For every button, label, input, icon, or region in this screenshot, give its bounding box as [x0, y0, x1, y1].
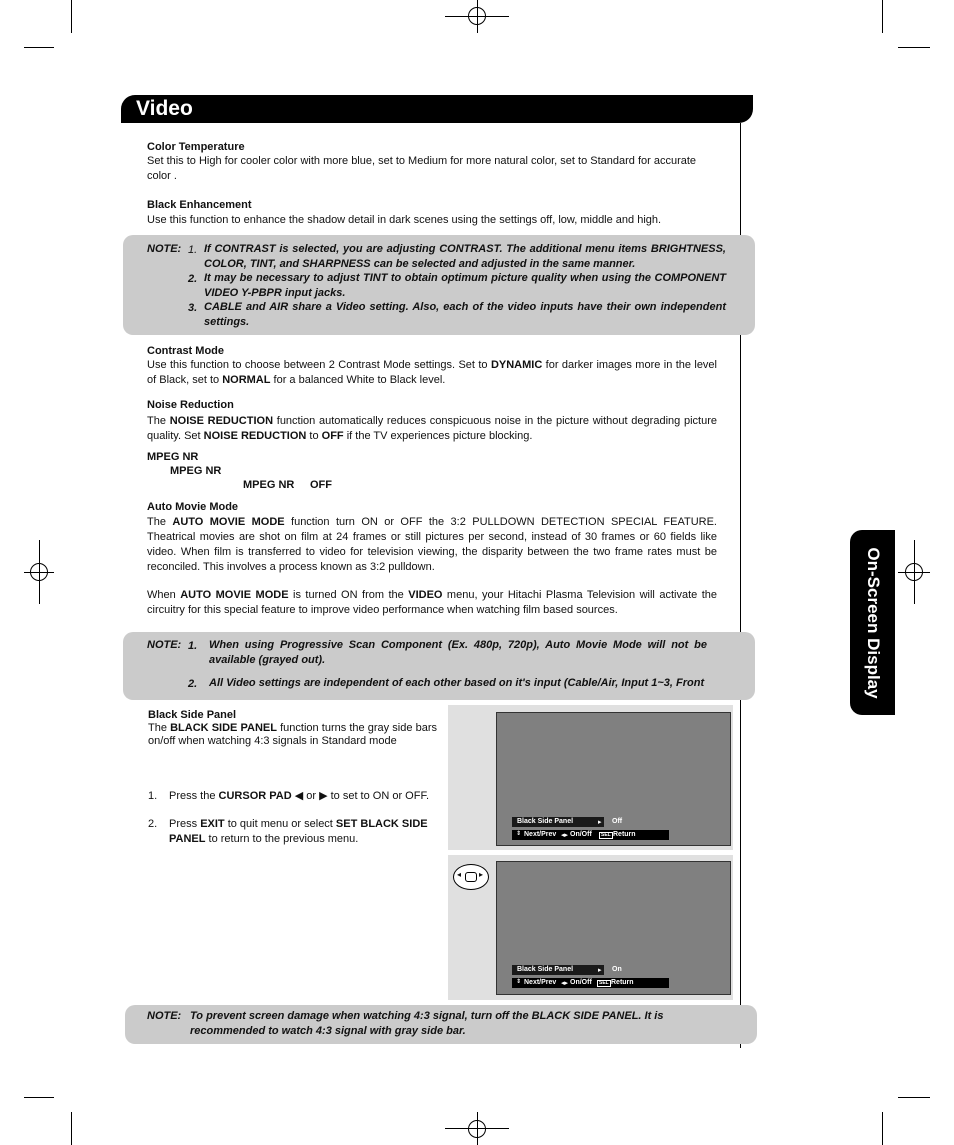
color-temperature-text: Set this to High for cooler color with more blue, set to Medium for more natural color, set to Standard for accurate color . — [147, 155, 697, 182]
sel-button-icon: SEL — [601, 832, 611, 838]
mpeg-nr-label: MPEG NR — [170, 465, 222, 477]
nav-hint-label: On/Off — [570, 831, 592, 838]
up-down-arrows-icon: ⇕ — [516, 831, 522, 837]
contrast-mode-heading: Contrast Mode — [147, 345, 224, 357]
step-text: Press the CURSOR PAD ◀ or ▶ to set to ON or OFF. — [169, 790, 430, 802]
noise-reduction-heading: Noise Reduction — [147, 399, 234, 411]
note-box — [123, 235, 755, 335]
menu-item — [512, 965, 604, 975]
note-box — [125, 1005, 757, 1044]
step-text: Press EXIT to quit menu or select SET BLACK SIDE PANEL to return to the previous menu. — [169, 818, 428, 845]
note-item-number: 2. — [188, 273, 198, 285]
black-enhancement-heading: Black Enhancement — [147, 199, 252, 211]
note-label: NOTE: — [147, 243, 182, 255]
crop-mark — [898, 47, 930, 48]
crop-mark — [24, 47, 54, 48]
note-item-number: 1. — [188, 640, 198, 652]
cursor-pad-icon: ◂ ▸ — [453, 864, 489, 890]
step-number: 1. — [148, 790, 158, 802]
screen-illustration-panel — [448, 705, 733, 850]
nav-hint-label: Return — [613, 831, 636, 838]
section-tab — [850, 530, 895, 715]
note-label: NOTE: — [147, 1010, 182, 1022]
black-side-panel-text: The BLACK SIDE PANEL function turns the gray side bars on/off when watching 4:3 signals in Standard mode — [148, 722, 437, 747]
crop-mark — [71, 0, 72, 33]
note-item-number: 2. — [188, 678, 198, 690]
nav-hint-label: Return — [611, 979, 634, 986]
step-number: 2. — [148, 818, 158, 830]
triangle-right-icon: ▸ — [598, 967, 602, 974]
menu-item — [512, 817, 604, 827]
contrast-mode-text: Use this function to choose between 2 Contrast Mode settings. Set to DYNAMIC for darker images more in the level of Black, set to NORMAL for a balanced White to Black level. — [147, 359, 717, 386]
note-label: NOTE: — [147, 639, 182, 651]
nav-hint-label: Next/Prev — [524, 831, 557, 838]
crop-mark — [882, 1112, 883, 1145]
section-tab-label: On-Screen Display — [863, 546, 883, 699]
crop-mark — [898, 1097, 930, 1098]
note-item-number: 3. — [188, 302, 198, 314]
sel-button-icon: SEL — [599, 980, 609, 986]
crop-mark — [24, 1097, 54, 1098]
auto-movie-mode-text: The AUTO MOVIE MODE function turn ON or OFF the 3:2 PULLDOWN DETECTION SPECIAL FEATURE. Theatrical movies are shot on film at 24 frames or still pictures per second, instead of 30 frames or 60 fields like video. When film is transferred to video for television viewing, the disparity between the two frame rates must be reconciled. This involves a process known as 3:2 pulldown. — [147, 516, 717, 573]
page-title-bar — [121, 95, 753, 123]
registration-mark-icon — [468, 1120, 486, 1138]
tv-screen — [496, 712, 731, 846]
nav-hint-label: On/Off — [570, 979, 592, 986]
left-right-arrows-icon: ◂▸ — [561, 832, 569, 839]
registration-mark-icon — [30, 563, 48, 581]
note-item: To prevent screen damage when watching 4:3 signal, turn off the BLACK SIDE PANEL. It is recommended to watch 4:3 signal with gray side bar. — [190, 1010, 664, 1037]
page-title: Video — [136, 97, 193, 120]
mpeg-nr-heading: MPEG NR — [147, 451, 199, 463]
menu-item-label: Black Side Panel — [517, 818, 574, 825]
noise-reduction-text: The NOISE REDUCTION function automatically reduces conspicuous noise in the picture without degrading picture quality. Set NOISE REDUCTION to OFF if the TV experiences picture blocking. — [147, 415, 717, 442]
mpeg-nr-value: OFF — [310, 479, 332, 491]
menu-item-value: On — [612, 966, 622, 973]
color-temperature-heading: Color Temperature — [147, 141, 245, 153]
tv-screen — [496, 861, 731, 995]
note-item: It may be necessary to adjust TINT to obtain optimum picture quality when using the COMPONENT VIDEO Y-PBPR input jacks. — [204, 272, 726, 299]
menu-item-value: Off — [612, 818, 623, 825]
note-item: If CONTRAST is selected, you are adjusting CONTRAST. The additional menu items BRIGHTNESS, COLOR, TINT, and SHARPNESS can be selected and adjusted in the same manner. — [204, 243, 726, 270]
menu-nav-bar — [512, 978, 669, 988]
auto-movie-mode-text: When AUTO MOVIE MODE is turned ON from the VIDEO menu, your Hitachi Plasma Television will activate the circuitry for this special feature to improve video performance when watching film based sources. — [147, 589, 717, 616]
note-item: All Video settings are independent of each other based on it's input (Cable/Air, Input 1~3, Front — [209, 677, 705, 689]
crop-mark — [71, 1112, 72, 1145]
registration-mark-icon — [905, 563, 923, 581]
nav-hint-label: Next/Prev — [524, 979, 557, 986]
note-item: CABLE and AIR share a Video setting. Also, each of the video inputs have their own independent settings. — [204, 301, 726, 328]
registration-mark-icon — [468, 7, 486, 25]
note-item: When using Progressive Scan Component (Ex. 480p, 720p), Auto Movie Mode will not be available (grayed out). — [209, 639, 707, 666]
up-down-arrows-icon: ⇕ — [516, 979, 522, 985]
screen-illustration-panel — [448, 855, 733, 1000]
note-item-number: 1. — [188, 244, 198, 256]
menu-nav-bar — [512, 830, 669, 840]
black-enhancement-text: Use this function to enhance the shadow detail in dark scenes using the settings off, low, middle and high. — [147, 214, 662, 226]
triangle-right-icon: ▸ — [598, 819, 602, 826]
menu-item-label: Black Side Panel — [517, 966, 574, 973]
left-right-arrows-icon: ◂▸ — [561, 980, 569, 987]
crop-mark — [882, 0, 883, 33]
black-side-panel-heading: Black Side Panel — [148, 709, 237, 721]
auto-movie-mode-heading: Auto Movie Mode — [147, 501, 239, 513]
mpeg-nr-label: MPEG NR — [243, 479, 295, 491]
note-box — [123, 632, 755, 700]
